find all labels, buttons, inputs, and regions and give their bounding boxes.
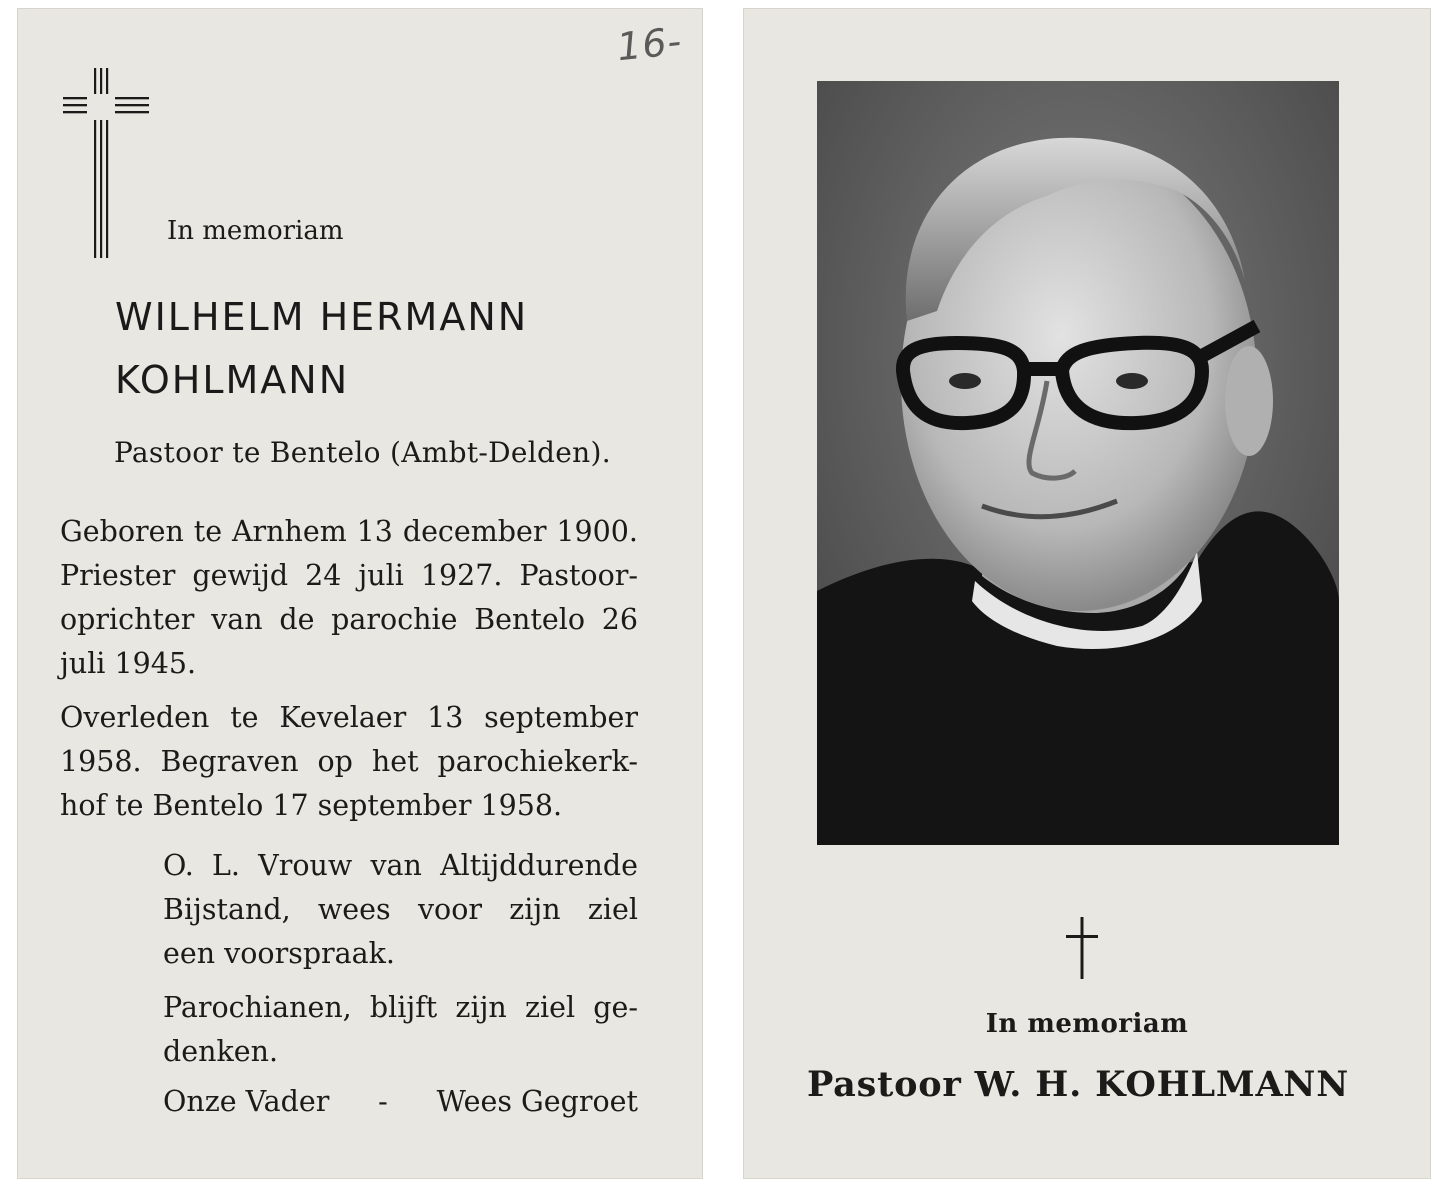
text-line: denken. xyxy=(163,1035,279,1068)
prayer-paragraph xyxy=(163,844,638,976)
text-line: Geboren te Arnhem 13 december 1900. xyxy=(60,515,638,548)
death-burial-paragraph xyxy=(60,696,638,828)
closing-right: Wees Gegroet xyxy=(436,1085,638,1118)
deceased-name-line-2: KOHLMANN xyxy=(115,358,350,402)
portrait-image xyxy=(817,81,1339,845)
pastor-name: Pastoor W. H. KOHLMANN xyxy=(806,1064,1350,1105)
text-line: O. L. Vrouw van Altijddurende xyxy=(163,849,638,882)
cross-icon xyxy=(1065,917,1099,979)
closing-dash: - xyxy=(378,1085,388,1118)
memorial-card-photo-side xyxy=(743,8,1431,1179)
closing-left: Onze Vader xyxy=(163,1085,330,1118)
in-memoriam-caption: In memoriam xyxy=(985,1009,1189,1039)
role-title: Pastoor te Bentelo (Ambt-Delden). xyxy=(114,436,611,469)
closing-line xyxy=(163,1080,638,1124)
handwritten-number: 16- xyxy=(614,18,685,70)
text-line: Overleden te Kevelaer 13 september xyxy=(60,701,638,734)
deceased-name-line-1: WILHELM HERMANN xyxy=(115,295,529,339)
text-line: Priester gewijd 24 juli 1927. Pastoor- xyxy=(60,559,638,592)
closing-prayers xyxy=(163,1080,638,1124)
portrait-photo xyxy=(817,81,1339,845)
text-line: Parochianen, blijft zijn ziel ge- xyxy=(163,991,638,1024)
text-line: 1958. Begraven op het parochiekerk- xyxy=(60,745,638,778)
birth-ordination-paragraph xyxy=(60,510,638,686)
text-line: hof te Bentelo 17 september 1958. xyxy=(60,789,563,822)
memorial-card-text-side xyxy=(17,8,703,1179)
parishioners-paragraph xyxy=(163,986,638,1074)
in-memoriam-heading: In memoriam xyxy=(167,216,344,246)
lined-cross-icon xyxy=(61,68,151,263)
text-line: een voorspraak. xyxy=(163,937,395,970)
text-line: oprichter van de parochie Bentelo 26 xyxy=(60,603,638,636)
text-line: Bijstand, wees voor zijn ziel xyxy=(163,893,638,926)
text-line: juli 1945. xyxy=(60,647,197,680)
